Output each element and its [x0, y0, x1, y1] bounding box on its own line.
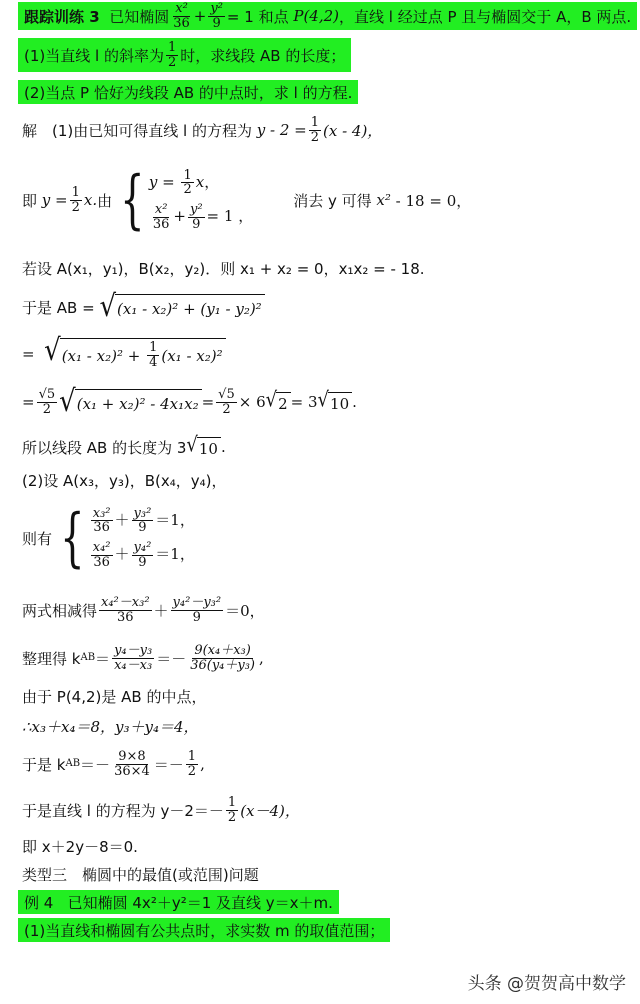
part2-slope-value: 于是 k AB ＝－ $\frac{9\times 8}{36\times 4}$ ＝－ $\frac{1}{2}$ , — [22, 748, 205, 779]
example-4-question-1: (1)当直线和椭圆有公共点时，求实数 m 的取值范围； — [18, 918, 390, 942]
solution-line-4: 于是 AB = √ (x₁ - x₂)² + (y₁ - y₂)² — [22, 292, 265, 322]
part2-slope: 整理得 k AB ＝ $\frac{\text{y₄－y₃}}{\text{x₄－x₃}}$ ＝－ $\frac{\text{9(x₄＋x₃)}}{\text{36(y₄＋y₃)}}$ , — [22, 642, 264, 673]
solution-line-7: 所以线段 AB 的长度为 3 √ 10 . — [22, 432, 226, 458]
part2-line-1: (2)设 A(x₃，y₃)，B(x₄，y₄)， — [22, 471, 227, 490]
solution-system-1: 即 y = $\frac{1}{2}$ x. 由 { y = $\frac{1}{2}$ x， $\frac{\text{x²}}{36}$ + $\frac{\text{y²}}{9}$ = 1 ， 消去 y 可得 x² - 18 = 0， — [22, 163, 472, 237]
solution-line-6: = $\frac{√5}{2}$ √ (x₁ + x₂)² - 4x₁x₂ = $\frac{√5}{2}$ × 6 √ 2 = 3 √ 10 . — [22, 384, 357, 420]
part2-answer: 即 x＋2y－8＝0. — [22, 837, 138, 856]
question-1: (1)当直线 l 的斜率为 $\frac{1}{2}$ 时，求线段 AB 的长度； — [18, 38, 351, 72]
section-title: 类型三 椭圆中的最值(或范围)问题 — [22, 865, 259, 884]
part2-subtract: 两式相减得 $\frac{\text{x₄²－x₃²}}{36}$ ＋ $\frac{\text{y₄²－y₃²}}{9}$ ＝0， — [22, 594, 265, 625]
solution-line-1: 解 (1)由已知可得直线 l 的方程为 y - 2 = $\frac{1}{2}$ (x - 4)， — [22, 114, 383, 145]
part2-sums: ∴x₃＋x₄＝8，y₃＋y₄＝4， — [22, 717, 199, 736]
part2-line-eq: 于是直线 l 的方程为 y－2＝－ $\frac{1}{2}$ (x－4)， — [22, 794, 300, 825]
part2-system: 则有 { $\frac{\text{x₃²}}{36}$ ＋ $\frac{\text{y₃²}}{9}$ ＝1， $\frac{\text{x₄²}}{36}$ ＋ $\frac{\text{y₄²}}{9}$ ＝1， — [22, 501, 195, 575]
watermark: 头条 @贺贺高中数学 — [467, 974, 626, 994]
exercise-header: 跟踪训练 3 已知椭圆 $\frac{\text{x²}}{36}$ + $\frac{\text{y²}}{9}$ = 1 和点 P(4,2) ，直线 l 经过点 P 且与椭圆交于 A，B 两点. — [18, 2, 637, 30]
part2-midpoint: 由于 P(4,2)是 AB 的中点， — [22, 687, 207, 706]
question-2: (2)当点 P 恰好为线段 AB 的中点时，求 l 的方程. — [18, 80, 358, 104]
example-4: 例 4 已知椭圆 4x²＋y²＝1 及直线 y＝x＋m. — [18, 890, 339, 914]
exercise-label: 跟踪训练 3 — [24, 7, 100, 26]
solution-line-3: 若设 A(x₁，y₁)，B(x₂，y₂)．则 x₁ + x₂ = 0，x₁x₂ = - 18. — [22, 259, 425, 278]
solution-line-5: = √ (x₁ - x₂)² + $\frac{1}{4}$ (x₁ - x₂)² — [22, 334, 226, 374]
